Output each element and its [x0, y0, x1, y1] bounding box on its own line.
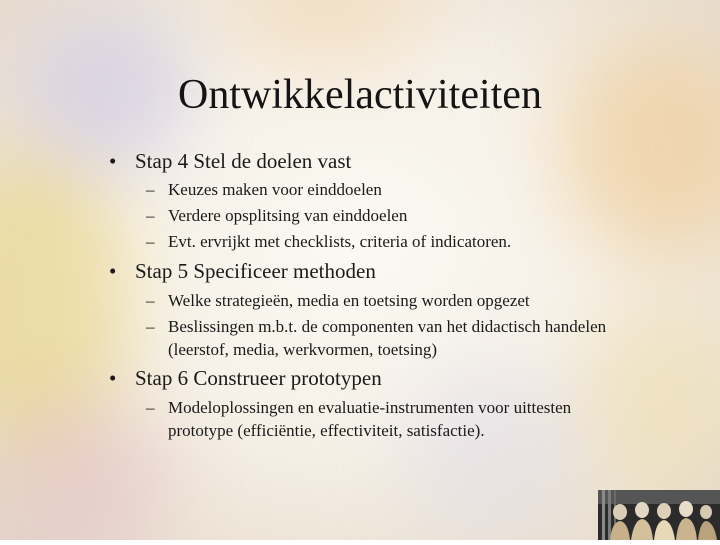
sub-bullet-text: (leerstof, media, werkvormen, toetsing) — [168, 340, 438, 359]
sub-bullet-text: Verdere opsplitsing van einddoelen — [168, 206, 408, 225]
bullet-text: Stap 4 Stel de doelen vast — [135, 149, 352, 173]
sub-bullet-text: Modeloplossingen en evaluatie-instrumenten voor uittesten — [168, 398, 572, 417]
sub-bullet-text: prototype (efficiëntie, effectiviteit, satisfactie). — [168, 421, 485, 440]
sub-bullet-dash: – — [146, 291, 155, 310]
sub-bullet-dash: – — [146, 232, 155, 251]
sub-bullet-text: Beslissingen m.b.t. de componenten van het didactisch handelen — [168, 317, 607, 336]
sub-bullet-dash: – — [146, 180, 155, 199]
slide-title: Ontwikkelactiviteiten — [178, 72, 542, 118]
sub-bullet-text: Evt. ervrijkt met checklists, criteria of indicatoren. — [168, 232, 512, 251]
sub-bullet-dash: – — [146, 206, 155, 225]
sub-bullet-text: Welke strategieën, media en toetsing worden opgezet — [168, 291, 530, 310]
bullet-text: Stap 6 Construeer prototypen — [135, 366, 382, 390]
bullet-dot: • — [109, 366, 117, 390]
bullet-dot: • — [109, 259, 117, 283]
bullet-dot: • — [109, 149, 117, 173]
sub-bullet-text: Keuzes maken voor einddoelen — [168, 180, 382, 199]
sculpture-logo-icon — [598, 490, 720, 540]
bullet-text: Stap 5 Specificeer methoden — [135, 259, 376, 283]
sub-bullet-dash: – — [146, 398, 155, 417]
sub-bullet-dash: – — [146, 317, 155, 336]
